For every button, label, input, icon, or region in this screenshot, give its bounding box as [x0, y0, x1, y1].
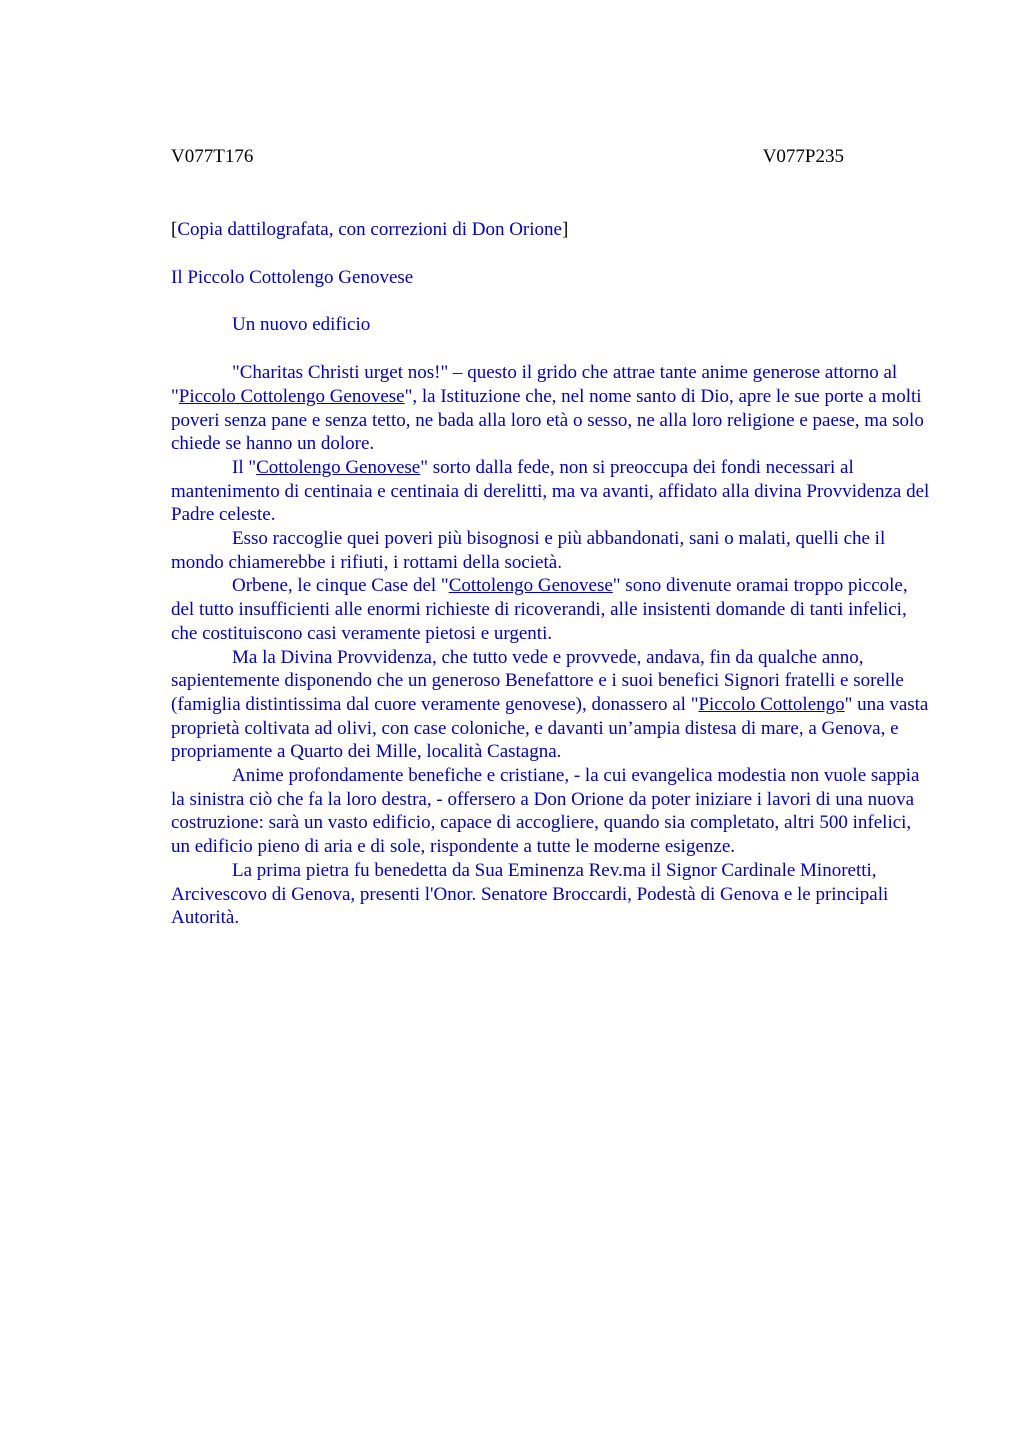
document-subtitle: Un nuovo edificio	[232, 314, 371, 336]
document-page	[171, 145, 931, 930]
document-header	[171, 145, 844, 169]
note-text: Copia dattilografata, con correzioni di Don Orione	[177, 219, 562, 240]
editorial-note	[171, 218, 931, 242]
header-left-code: V077T176	[171, 146, 254, 167]
paragraph-2-underlined: Cottolengo Genovese	[256, 456, 421, 478]
note-open-bracket: [	[171, 219, 178, 240]
paragraph-1	[171, 361, 931, 456]
header-right-code: V077P235	[762, 146, 844, 167]
paragraph-2-text-a: Il "	[232, 456, 257, 478]
paragraph-4-text-b: " sono divenute oramai troppo piccole, del tutto insufficienti alle enormi richieste di ricoverandi, alle insistenti domande di tanti infelici, che costituiscono casi veramente pietosi e urgenti.	[171, 575, 908, 644]
paragraph-5-text-b: " una vasta proprietà coltivata ad olivi, con case coloniche, e davanti un’ampia distesa di mare, a Genova, e propriamente a Quarto dei Mille, località Castagna.	[171, 693, 929, 763]
paragraph-4	[171, 574, 931, 645]
document-title: Il Piccolo Cottolengo Genovese	[171, 266, 414, 288]
paragraph-2	[171, 456, 931, 527]
paragraph-4-underlined: Cottolengo Genovese	[448, 575, 613, 597]
paragraph-2-text-b: " sorto dalla fede, non si preoccupa dei fondi necessari al mantenimento di centinaia e centinaia di derelitti, ma va avanti, affidato alla divina Provvidenza del Padre celeste.	[171, 456, 930, 526]
paragraph-7: La prima pietra fu benedetta da Sua Eminenza Rev.ma il Signor Cardinale Minoretti, Arcivescovo di Genova, presenti l'Onor. Senatore Broccardi, Podestà di Genova e le principali Autorità.	[171, 859, 889, 929]
note-close-bracket: ]	[561, 219, 569, 240]
paragraph-1-underlined: Piccolo Cottolengo Genovese	[178, 385, 405, 407]
paragraph-5-text-a: Ma la Divina Provvidenza, che tutto vede e provvede, andava, fin da qualche anno, sapientemente disponendo che un generoso Benefattore e i suoi benefici Signori fratelli e sorelle (famiglia distintissima dal cuore veramente genovese), donassero al "	[171, 646, 904, 715]
paragraph-3: Esso raccoglie quei poveri più bisognosi e più abbandonati, sani o malati, quelli che il mondo chiamerebbe i rifiuti, i rottami della società.	[171, 528, 886, 573]
paragraph-6: Anime profondamente benefiche e cristiane, - la cui evangelica modestia non vuole sappia la sinistra ciò che fa la loro destra, - offersero a Don Orione da poter iniziare i lavori di una nuova costruzione: sarà un vasto edificio, capace di accogliere, quando sia completato, altri 500 infelici, un edificio pieno di aria e di sole, rispondente a tutte le moderne esigenze.	[171, 765, 920, 858]
paragraph-4-text-a: Orbene, le cinque Case del "	[232, 575, 449, 597]
paragraph-1-text-b: ", la Istituzione che, nel nome santo di Dio, apre le sue porte a molti poveri senza pane e senza tetto, ne bada alla loro età o sesso, ne alla loro religione e paese, ma solo chiede se hanno un dolore.	[171, 385, 924, 455]
paragraph-5-underlined: Piccolo Cottolengo	[698, 693, 845, 715]
paragraph-5	[171, 646, 931, 765]
paragraph-1-text-a: "Charitas Christi urget nos!" – questo il grido che attrae tante anime generose attorno al "	[171, 362, 898, 407]
